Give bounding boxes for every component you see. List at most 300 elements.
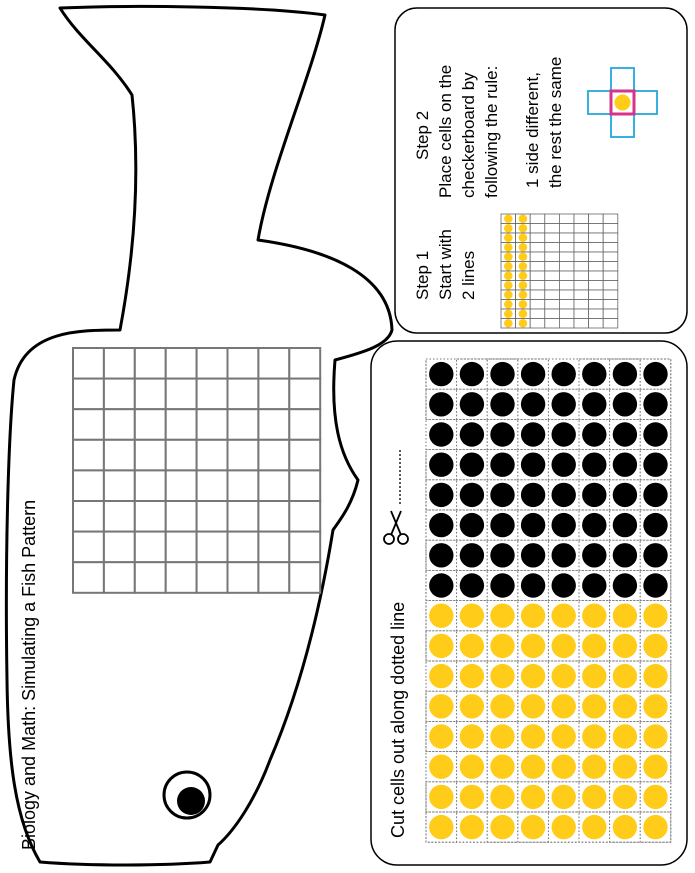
step2-rule-line2: the rest the same [546, 56, 565, 188]
step1-board-cell [559, 224, 574, 234]
step1-board-cell [559, 262, 574, 272]
black-cell-dot[interactable] [490, 483, 514, 507]
black-cell-dot[interactable] [429, 543, 453, 567]
black-cell-dot[interactable] [552, 362, 576, 386]
fish-board-cell [228, 470, 259, 501]
step1-board-cell [545, 224, 560, 234]
black-cell-dot[interactable] [552, 392, 576, 416]
fish-board-cell [289, 440, 320, 471]
step1-board-cell [559, 252, 574, 262]
yellow-cell-dot[interactable] [613, 664, 637, 688]
black-cell-dot[interactable] [582, 513, 606, 537]
step1-board-cell [559, 319, 574, 329]
step1-board-cell [530, 252, 545, 262]
black-cell-dot[interactable] [490, 362, 514, 386]
fish-board-cell [228, 379, 259, 410]
yellow-cell-dot[interactable] [460, 785, 484, 809]
step1-board-cell [530, 290, 545, 300]
yellow-cell-dot[interactable] [429, 785, 453, 809]
step1-board-cell [545, 233, 560, 243]
fish-board-cell [258, 379, 289, 410]
fish-board-cell [104, 409, 135, 440]
step1-board-cell [574, 252, 589, 262]
step1-board-cell [603, 252, 618, 262]
yellow-cell-dot[interactable] [643, 634, 667, 658]
fish-board-cell [289, 470, 320, 501]
step1-board-cell [603, 224, 618, 234]
yellow-cell-dot[interactable] [429, 815, 453, 839]
fish-board-cell [73, 501, 104, 532]
black-cell-dot[interactable] [643, 543, 667, 567]
black-cell-dot[interactable] [582, 483, 606, 507]
fish-board-cell [197, 532, 228, 563]
yellow-cell-dot[interactable] [521, 604, 545, 628]
step1-board-cell [603, 281, 618, 291]
step1-board-cell [589, 271, 604, 281]
yellow-cell-dot[interactable] [429, 604, 453, 628]
step1-board-cell [559, 271, 574, 281]
step1-board-cell [530, 309, 545, 319]
black-cell-dot[interactable] [613, 543, 637, 567]
step1-board-cell [574, 233, 589, 243]
step1-board-cell [589, 233, 604, 243]
fish-eye-icon [164, 772, 210, 818]
step1-yellow-cell [504, 262, 513, 271]
step1-board-cell [530, 281, 545, 291]
yellow-cell-dot[interactable] [613, 755, 637, 779]
black-cell-dot[interactable] [613, 362, 637, 386]
yellow-cell-dot[interactable] [643, 815, 667, 839]
black-cell-dot[interactable] [429, 513, 453, 537]
step1-yellow-cell [504, 252, 513, 261]
yellow-cell-dot[interactable] [460, 664, 484, 688]
fish-board-cell [228, 562, 259, 593]
yellow-cell-dot[interactable] [460, 755, 484, 779]
step1-heading: Step 1 [413, 250, 432, 300]
black-cell-dot[interactable] [613, 573, 637, 597]
yellow-cell-dot[interactable] [582, 815, 606, 839]
step1-board-cell [589, 281, 604, 291]
black-cell-dot[interactable] [460, 362, 484, 386]
black-cell-dot[interactable] [429, 453, 453, 477]
step1-board-cell [574, 214, 589, 224]
step1-board-cell [603, 309, 618, 319]
fish-board-cell [228, 440, 259, 471]
rule-neighbor-bottom [611, 114, 634, 137]
fish-board-cell [166, 470, 197, 501]
step1-board-cell [545, 214, 560, 224]
step2-line2: checkerboard by [459, 72, 478, 198]
step1-yellow-cell [504, 290, 513, 299]
yellow-cell-dot[interactable] [643, 664, 667, 688]
yellow-cell-dot[interactable] [582, 634, 606, 658]
black-cell-dot[interactable] [460, 422, 484, 446]
black-cell-dot[interactable] [490, 513, 514, 537]
fish-board-cell [104, 501, 135, 532]
fish-board-cell [73, 532, 104, 563]
step1-board-cell [530, 233, 545, 243]
fish-board-cell [73, 470, 104, 501]
step1-board-cell [589, 243, 604, 253]
fish-board-cell [258, 348, 289, 379]
rule-neighbor-left [588, 91, 611, 114]
fish-board-cell [135, 440, 166, 471]
yellow-cell-dot[interactable] [521, 755, 545, 779]
step1-yellow-cell [519, 271, 528, 280]
yellow-cell-dot[interactable] [429, 755, 453, 779]
step1-board-cell [603, 300, 618, 310]
fish-board-cell [258, 532, 289, 563]
step1-board-cell [603, 271, 618, 281]
fish-board-cell [289, 562, 320, 593]
fish-board-cell [73, 379, 104, 410]
step1-yellow-cell [504, 224, 513, 233]
black-cell-dot[interactable] [643, 573, 667, 597]
step1-board-cell [603, 233, 618, 243]
step1-board-cell [589, 309, 604, 319]
step1-yellow-cell [519, 300, 528, 309]
step1-board-cell [545, 281, 560, 291]
fish-board-cell [197, 409, 228, 440]
yellow-cell-dot[interactable] [643, 724, 667, 748]
fish-board-cell [166, 501, 197, 532]
yellow-cell-dot[interactable] [490, 724, 514, 748]
step1-board-cell [559, 243, 574, 253]
yellow-cell-dot[interactable] [613, 634, 637, 658]
fish-board-cell [73, 440, 104, 471]
step1-board-cell [589, 319, 604, 329]
fish-board-cell [104, 379, 135, 410]
step2-rule-line1: 1 side different, [523, 72, 542, 188]
yellow-cell-dot[interactable] [552, 694, 576, 718]
step1-board-cell [574, 309, 589, 319]
yellow-cell-dot[interactable] [582, 664, 606, 688]
yellow-cell-dot[interactable] [613, 785, 637, 809]
step1-board-cell [574, 224, 589, 234]
fish-board-cell [166, 562, 197, 593]
yellow-cell-dot[interactable] [429, 664, 453, 688]
fish-board-cell [197, 348, 228, 379]
step1-board-cell [603, 214, 618, 224]
fish-board-cell [104, 532, 135, 563]
yellow-cell-dot[interactable] [552, 785, 576, 809]
step1-board-cell [574, 300, 589, 310]
yellow-cell-dot[interactable] [521, 694, 545, 718]
step1-board-cell [589, 262, 604, 272]
step1-board-cell [545, 262, 560, 272]
black-cell-dot[interactable] [552, 543, 576, 567]
yellow-cell-dot[interactable] [582, 755, 606, 779]
fish-board-cell [104, 440, 135, 471]
fish-board-cell [289, 532, 320, 563]
yellow-cell-dot[interactable] [643, 694, 667, 718]
black-cell-dot[interactable] [552, 422, 576, 446]
black-cell-dot[interactable] [521, 422, 545, 446]
step1-yellow-cell [504, 271, 513, 280]
black-cell-dot[interactable] [613, 392, 637, 416]
fish-board-cell [166, 379, 197, 410]
step1-board-cell [589, 290, 604, 300]
step2-line3: following the rule: [482, 65, 501, 198]
fish-board-cell [228, 409, 259, 440]
fish-board-cell [135, 409, 166, 440]
black-cell-dot[interactable] [460, 453, 484, 477]
yellow-cell-dot[interactable] [460, 604, 484, 628]
step1-board-cell [530, 224, 545, 234]
yellow-cell-dot[interactable] [460, 815, 484, 839]
step1-board-cell [603, 262, 618, 272]
black-cell-dot[interactable] [490, 392, 514, 416]
yellow-cell-dot[interactable] [490, 634, 514, 658]
black-cell-dot[interactable] [582, 453, 606, 477]
step1-yellow-cell [504, 233, 513, 242]
yellow-cell-dot[interactable] [643, 785, 667, 809]
step1-board-cell [545, 252, 560, 262]
fish-board-cell [73, 562, 104, 593]
fish-board-cell [104, 562, 135, 593]
fish-board-cell [197, 562, 228, 593]
step1-board-cell [574, 262, 589, 272]
fish-board-cell [135, 470, 166, 501]
rule-neighbor-right [634, 91, 657, 114]
black-cell-dot[interactable] [460, 483, 484, 507]
fish-board-cell [228, 501, 259, 532]
fish-checkerboard [73, 348, 320, 593]
yellow-cell-dot[interactable] [521, 664, 545, 688]
step1-board-cell [530, 319, 545, 329]
black-cell-dot[interactable] [429, 392, 453, 416]
yellow-cell-dot[interactable] [490, 694, 514, 718]
fish-board-cell [197, 440, 228, 471]
step1-board-cell [574, 243, 589, 253]
black-cell-dot[interactable] [582, 573, 606, 597]
yellow-cell-dot[interactable] [552, 724, 576, 748]
step1-board-cell [545, 243, 560, 253]
fish-board-cell [258, 470, 289, 501]
yellow-cell-dot[interactable] [552, 634, 576, 658]
rule-neighbor-top [611, 68, 634, 91]
yellow-cell-dot[interactable] [613, 815, 637, 839]
fish-board-cell [197, 501, 228, 532]
yellow-cell-dot[interactable] [582, 694, 606, 718]
fish-board-cell [135, 562, 166, 593]
yellow-cell-dot[interactable] [552, 604, 576, 628]
black-cell-dot[interactable] [490, 453, 514, 477]
yellow-cell-dot[interactable] [429, 634, 453, 658]
step1-board-cell [574, 290, 589, 300]
yellow-cell-dot[interactable] [582, 604, 606, 628]
black-cell-dot[interactable] [643, 483, 667, 507]
black-cell-dot[interactable] [552, 483, 576, 507]
step1-board-cell [559, 300, 574, 310]
black-cell-dot[interactable] [490, 573, 514, 597]
fish-drawing [6, 6, 392, 865]
black-cell-dot[interactable] [521, 362, 545, 386]
yellow-cell-dot[interactable] [521, 785, 545, 809]
fish-board-cell [228, 348, 259, 379]
fish-board-cell [289, 409, 320, 440]
black-cell-dot[interactable] [521, 483, 545, 507]
fish-board-cell [135, 379, 166, 410]
black-cell-dot[interactable] [582, 392, 606, 416]
yellow-cell-dot[interactable] [521, 634, 545, 658]
yellow-cell-dot[interactable] [521, 724, 545, 748]
step1-board-cell [603, 243, 618, 253]
yellow-cell-dot[interactable] [460, 724, 484, 748]
step1-board-cell [559, 281, 574, 291]
step1-board-cell [530, 271, 545, 281]
step1-board-cell [530, 300, 545, 310]
black-cell-dot[interactable] [460, 573, 484, 597]
fish-board-cell [135, 501, 166, 532]
step1-board-cell [530, 243, 545, 253]
step1-board-cell [559, 214, 574, 224]
step1-board-cell [589, 300, 604, 310]
black-cell-dot[interactable] [521, 573, 545, 597]
black-cell-dot[interactable] [521, 543, 545, 567]
fish-board-cell [166, 409, 197, 440]
yellow-cell-dot[interactable] [429, 694, 453, 718]
step1-line1: Start with [436, 229, 455, 300]
yellow-cell-dot[interactable] [490, 604, 514, 628]
fish-board-cell [166, 440, 197, 471]
black-cell-dot[interactable] [613, 483, 637, 507]
step1-board-cell [589, 252, 604, 262]
yellow-cell-dot[interactable] [643, 604, 667, 628]
step1-board-cell [559, 290, 574, 300]
step1-yellow-cell [519, 262, 528, 271]
black-cell-dot[interactable] [582, 362, 606, 386]
cutout-instruction: Cut cells out along dotted line [388, 601, 408, 838]
black-cell-dot[interactable] [429, 362, 453, 386]
fish-board-cell [258, 409, 289, 440]
black-cell-dot[interactable] [582, 422, 606, 446]
step1-board-cell [574, 281, 589, 291]
black-cell-dot[interactable] [643, 513, 667, 537]
fish-board-cell [289, 379, 320, 410]
step1-board-cell [545, 290, 560, 300]
step1-yellow-cell [519, 281, 528, 290]
black-cell-dot[interactable] [429, 422, 453, 446]
black-cell-dot[interactable] [613, 422, 637, 446]
yellow-cell-dot[interactable] [521, 815, 545, 839]
yellow-cell-dot[interactable] [490, 815, 514, 839]
fish-board-cell [135, 532, 166, 563]
yellow-cell-dot[interactable] [582, 785, 606, 809]
step1-example-board [501, 214, 618, 328]
fish-board-cell [73, 409, 104, 440]
yellow-cell-dot[interactable] [429, 724, 453, 748]
black-cell-dot[interactable] [490, 543, 514, 567]
yellow-cell-dot[interactable] [552, 664, 576, 688]
step1-yellow-cell [504, 319, 513, 328]
black-cell-dot[interactable] [521, 453, 545, 477]
step1-yellow-cell [504, 309, 513, 318]
black-cell-dot[interactable] [552, 513, 576, 537]
yellow-cell-dot[interactable] [613, 694, 637, 718]
step1-board-cell [574, 319, 589, 329]
step1-yellow-cell [519, 290, 528, 299]
fish-board-cell [166, 532, 197, 563]
step1-yellow-cell [504, 281, 513, 290]
yellow-cell-dot[interactable] [490, 664, 514, 688]
black-cell-dot[interactable] [460, 513, 484, 537]
yellow-cell-dot[interactable] [490, 785, 514, 809]
black-cell-dot[interactable] [643, 453, 667, 477]
black-cell-dot[interactable] [552, 453, 576, 477]
fish-board-cell [258, 440, 289, 471]
yellow-cell-dot[interactable] [552, 815, 576, 839]
yellow-cell-dot[interactable] [643, 755, 667, 779]
yellow-cell-dot[interactable] [613, 604, 637, 628]
black-cell-dot[interactable] [490, 422, 514, 446]
step2-heading: Step 2 [413, 110, 432, 160]
step1-yellow-cell [504, 300, 513, 309]
step1-yellow-cell [504, 214, 513, 223]
fish-board-cell [289, 501, 320, 532]
step1-yellow-cell [504, 243, 513, 252]
black-cell-dot[interactable] [613, 513, 637, 537]
fish-board-cell [166, 348, 197, 379]
yellow-cell-dot[interactable] [552, 755, 576, 779]
step1-yellow-cell [519, 252, 528, 261]
step1-board-cell [559, 309, 574, 319]
fish-board-cell [197, 379, 228, 410]
step1-board-cell [530, 262, 545, 272]
fish-board-cell [197, 470, 228, 501]
black-cell-dot[interactable] [552, 573, 576, 597]
yellow-cell-dot[interactable] [582, 724, 606, 748]
step1-board-cell [530, 214, 545, 224]
step1-board-cell [603, 319, 618, 329]
step1-yellow-cell [519, 309, 528, 318]
black-cell-dot[interactable] [582, 543, 606, 567]
black-cell-dot[interactable] [613, 453, 637, 477]
black-cell-dot[interactable] [429, 573, 453, 597]
black-cell-dot[interactable] [643, 362, 667, 386]
black-cell-dot[interactable] [643, 392, 667, 416]
page-title: Biology and Math: Simulating a Fish Pattern [19, 499, 39, 850]
black-cell-dot[interactable] [460, 392, 484, 416]
fish-board-cell [258, 501, 289, 532]
black-cell-dot[interactable] [521, 513, 545, 537]
fish-board-cell [228, 532, 259, 563]
step1-yellow-cell [519, 224, 528, 233]
step1-board-cell [545, 300, 560, 310]
fish-board-cell [104, 470, 135, 501]
fish-board-cell [73, 348, 104, 379]
step1-line2: 2 lines [459, 250, 478, 300]
yellow-cell-dot[interactable] [460, 694, 484, 718]
step1-board-cell [574, 271, 589, 281]
fish-board-cell [289, 348, 320, 379]
step1-board-cell [589, 224, 604, 234]
step1-board-cell [589, 214, 604, 224]
black-cell-dot[interactable] [521, 392, 545, 416]
black-cell-dot[interactable] [643, 422, 667, 446]
step1-yellow-cell [519, 319, 528, 328]
fish-board-cell [135, 348, 166, 379]
step1-yellow-cell [519, 214, 528, 223]
yellow-cell-dot[interactable] [460, 634, 484, 658]
step1-board-cell [545, 271, 560, 281]
black-cell-dot[interactable] [460, 543, 484, 567]
yellow-cell-dot[interactable] [490, 755, 514, 779]
yellow-cell-dot[interactable] [613, 724, 637, 748]
step1-yellow-cell [519, 233, 528, 242]
fish-board-cell [258, 562, 289, 593]
black-cell-dot[interactable] [429, 483, 453, 507]
